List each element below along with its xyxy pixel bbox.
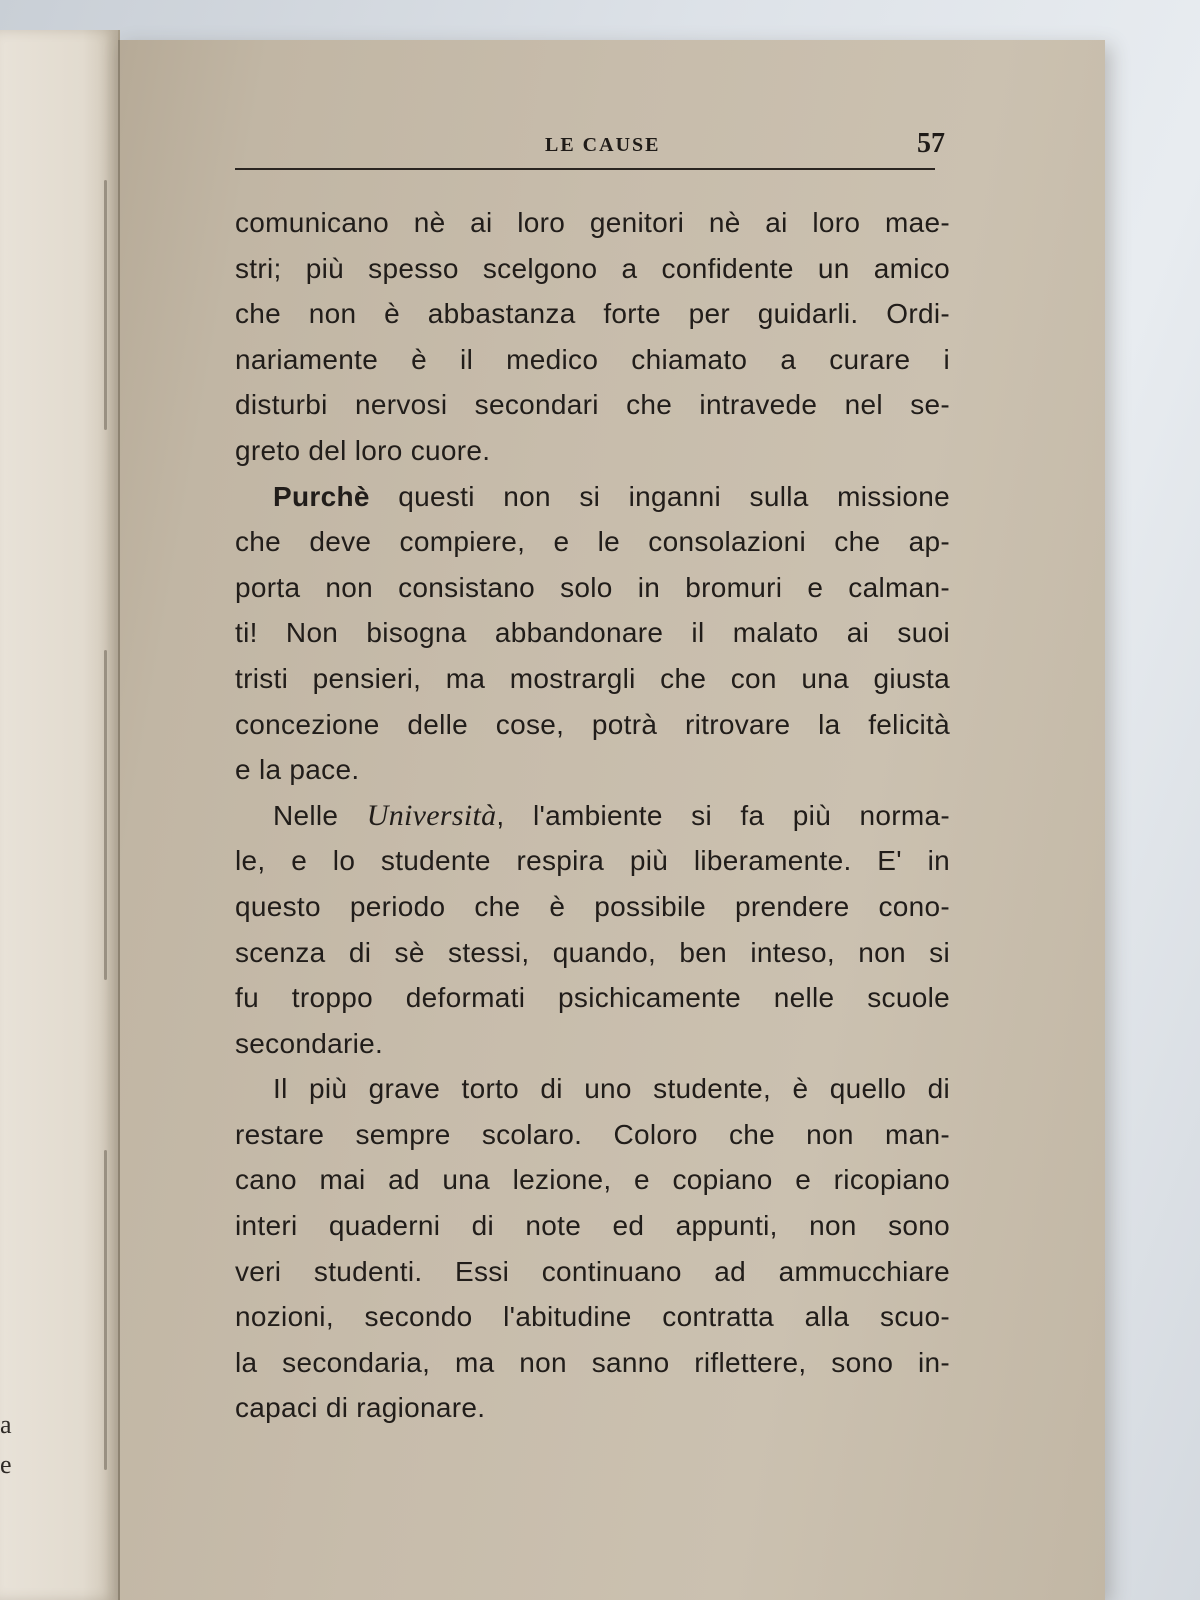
text-line: Il più grave torto di uno studente, è quello di	[273, 1073, 950, 1105]
page-number: 57	[917, 128, 945, 159]
text-line: restare sempre scolaro. Coloro che non man-	[235, 1118, 950, 1150]
text-line: scenza di sè stessi, quando, ben inteso, non si	[235, 936, 950, 968]
text-line: concezione delle cose, potrà ritrovare la felicità	[235, 708, 950, 740]
text-line: nariamente è il medico chiamato a curare i	[235, 343, 950, 375]
text-line: comunicano nè ai loro genitori nè ai loro mae-	[235, 207, 950, 238]
text-line: e la pace.	[235, 754, 360, 786]
text-line: porta non consistano solo in bromuri e calman-	[235, 571, 950, 603]
running-head	[235, 128, 945, 176]
text-line: tristi pensieri, ma mostrargli che con una giusta	[235, 662, 950, 694]
body-text	[235, 200, 950, 1431]
text-line: greto del loro cuore.	[235, 434, 491, 466]
text-line: la secondaria, ma non sanno riflettere, sono in-	[235, 1346, 950, 1378]
text-line: le, e lo studente respira più liberamente. E' in	[235, 845, 950, 877]
text-line: questo periodo che è possibile prendere cono-	[235, 890, 950, 922]
left-page-fragment: e	[0, 1450, 12, 1479]
chapter-title: LE CAUSE	[545, 134, 661, 156]
text-line: che deve compiere, e le consolazioni che ap-	[235, 526, 950, 558]
text-line: che non è abbastanza forte per guidarli. Ordi-	[235, 298, 950, 330]
header-rule	[235, 168, 935, 170]
text-line: capaci di ragionare.	[235, 1392, 486, 1424]
text-span: Nelle	[273, 799, 367, 831]
text-line: nozioni, secondo l'abitudine contratta alla scuo-	[235, 1301, 950, 1333]
text-line: fu troppo deformati psichicamente nelle scuole	[235, 982, 950, 1014]
text-line: disturbi nervosi secondari che intravede nel se-	[235, 389, 950, 421]
text-span: questi non si inganni sulla missione	[369, 480, 950, 512]
paragraph	[235, 1066, 950, 1431]
binding-stitch	[104, 180, 107, 430]
paragraph	[235, 200, 950, 474]
text-line: ti! Non bisogna abbandonare il malato ai suoi	[235, 617, 950, 649]
text-line: stri; più spesso scelgono a confidente un amico	[235, 252, 950, 284]
binding-stitch	[104, 650, 107, 980]
bold-lead-word: Purchè	[273, 480, 370, 512]
paragraph	[235, 474, 950, 793]
text-line: veri studenti. Essi continuano ad ammucchiare	[235, 1255, 950, 1287]
text-span: , l'ambiente si fa più norma-	[496, 799, 950, 831]
paragraph	[235, 793, 950, 1067]
text-line	[235, 793, 950, 839]
text-line: secondarie.	[235, 1027, 384, 1059]
book-page	[118, 40, 1105, 1600]
text-line: cano mai ad una lezione, e copiano e ricopiano	[235, 1164, 950, 1196]
left-page-fragment: a	[0, 1410, 12, 1439]
binding-stitch	[104, 1150, 107, 1470]
italic-word: Università	[366, 798, 497, 832]
text-line	[235, 474, 950, 520]
left-facing-page	[0, 30, 120, 1600]
text-line: interi quaderni di note ed appunti, non sono	[235, 1210, 950, 1242]
